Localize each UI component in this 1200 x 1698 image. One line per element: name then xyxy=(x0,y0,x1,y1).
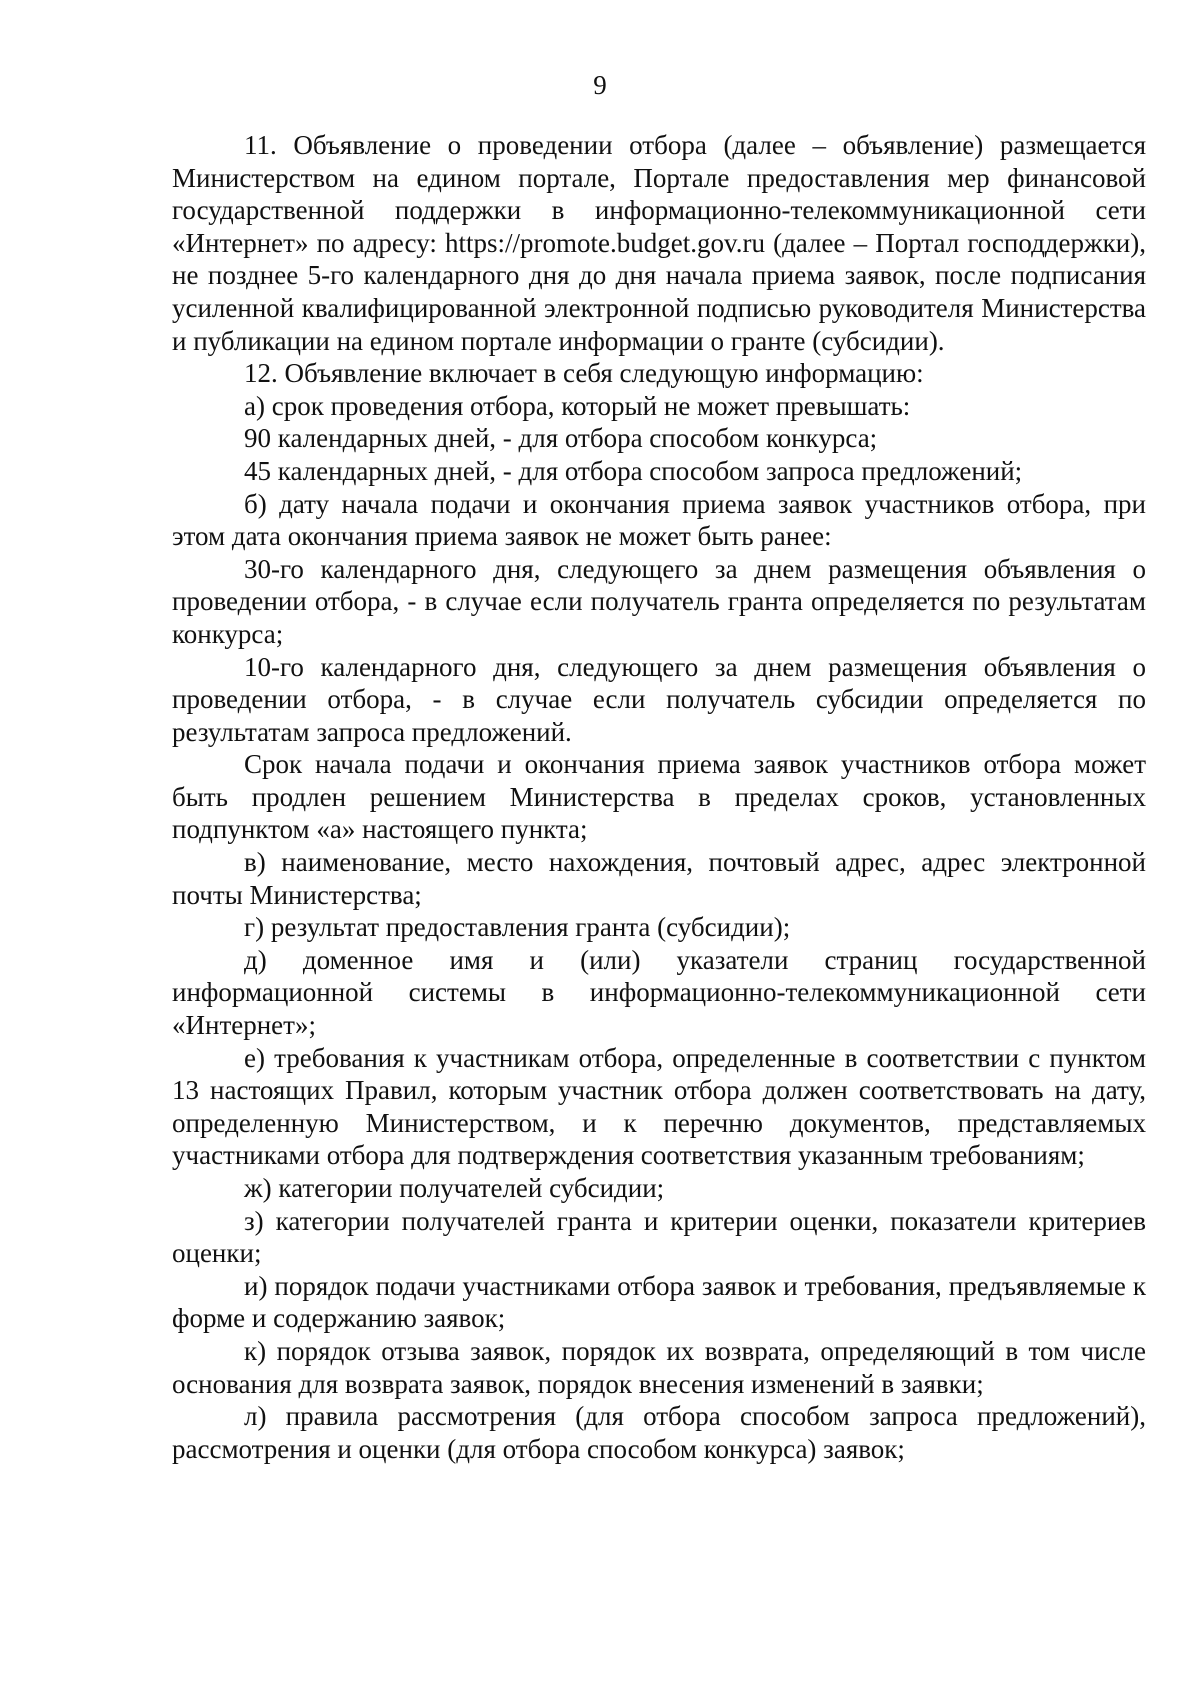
item-l: л) правила рассмотрения (для отбора способом запроса предложений), рассмотрения и оценки (для отбора способом конкурса) заявок; xyxy=(172,1401,1146,1464)
item-e: е) требования к участникам отбора, определенные в соответствии с пунктом 13 настоящих Правил, которым участник отбора должен соответствовать на дату, определенную Министерством, и к перечню документов, представляемых участниками отбора для подтверждения соответствия указанным требованиям; xyxy=(172,1042,1146,1171)
item-k: к) порядок отзыва заявок, порядок их возврата, определяющий в том числе основания для возврата заявок, порядок внесения изменений в заявки; xyxy=(172,1335,1146,1399)
item-i: и) порядок подачи участниками отбора заявок и требования, предъявляемые к форме и содержанию заявок; xyxy=(172,1270,1146,1334)
item-d: д) доменное имя и (или) указатели страниц государственной информационной системы в информационно-телекоммуникационной сети «Интернет»; xyxy=(172,944,1146,1041)
item-a: а) срок проведения отбора, который не может превышать: xyxy=(244,390,911,421)
item-v: в) наименование, место нахождения, почтовый адрес, адрес электронной почты Министерства; xyxy=(172,847,1146,910)
item-b-proposals: 10-го календарного дня, следующего за днем размещения объявления о проведении отбора, - в случае если получатель субсидии определяется по результатам запроса предложений. xyxy=(172,651,1146,747)
item-zh: ж) категории получателей субсидии; xyxy=(244,1173,665,1203)
item-b: б) дату начала подачи и окончания приема заявок участников отбора, при этом дата окончания приема заявок не может быть ранее: xyxy=(172,488,1146,552)
item-g: г) результат предоставления гранта (субсидии); xyxy=(244,912,791,943)
deadline-extension: Срок начала подачи и окончания приема заявок участников отбора может быть продлен решением Министерства в пределах сроков, установленных подпунктом «а» настоящего пункта; xyxy=(172,749,1146,845)
document-body xyxy=(172,129,1146,1465)
page-number: 9 xyxy=(593,70,607,100)
paragraph-12: 12. Объявление включает в себя следующую информацию: xyxy=(244,358,924,389)
item-z: з) категории получателей гранта и критерии оценки, показатели критериев оценки; xyxy=(172,1205,1146,1269)
paragraph-11: 11. Объявление о проведении отбора (далее – объявление) размещается Министерством на едином портале, Портале предоставления мер финансовой государственной поддержки в информационно-телекоммуникационной сети «Интернет» по адресу: https://promote.budget.gov.ru (далее – Портал господдержки), не позднее 5-го календарного дня до дня начала приема заявок, после подписания усиленной квалифицированной электронной подписью руководителя Министерства и публикации на едином портале информации о гранте (субсидии). xyxy=(172,130,1146,356)
item-b-contest: 30-го календарного дня, следующего за днем размещения объявления о проведении отбора, - в случае если получатель гранта определяется по результатам конкурса; xyxy=(172,553,1146,649)
item-a-proposals: 45 календарных дней, - для отбора способом запроса предложений; xyxy=(244,455,1023,486)
item-a-contest: 90 календарных дней, - для отбора способом конкурса; xyxy=(244,423,878,454)
